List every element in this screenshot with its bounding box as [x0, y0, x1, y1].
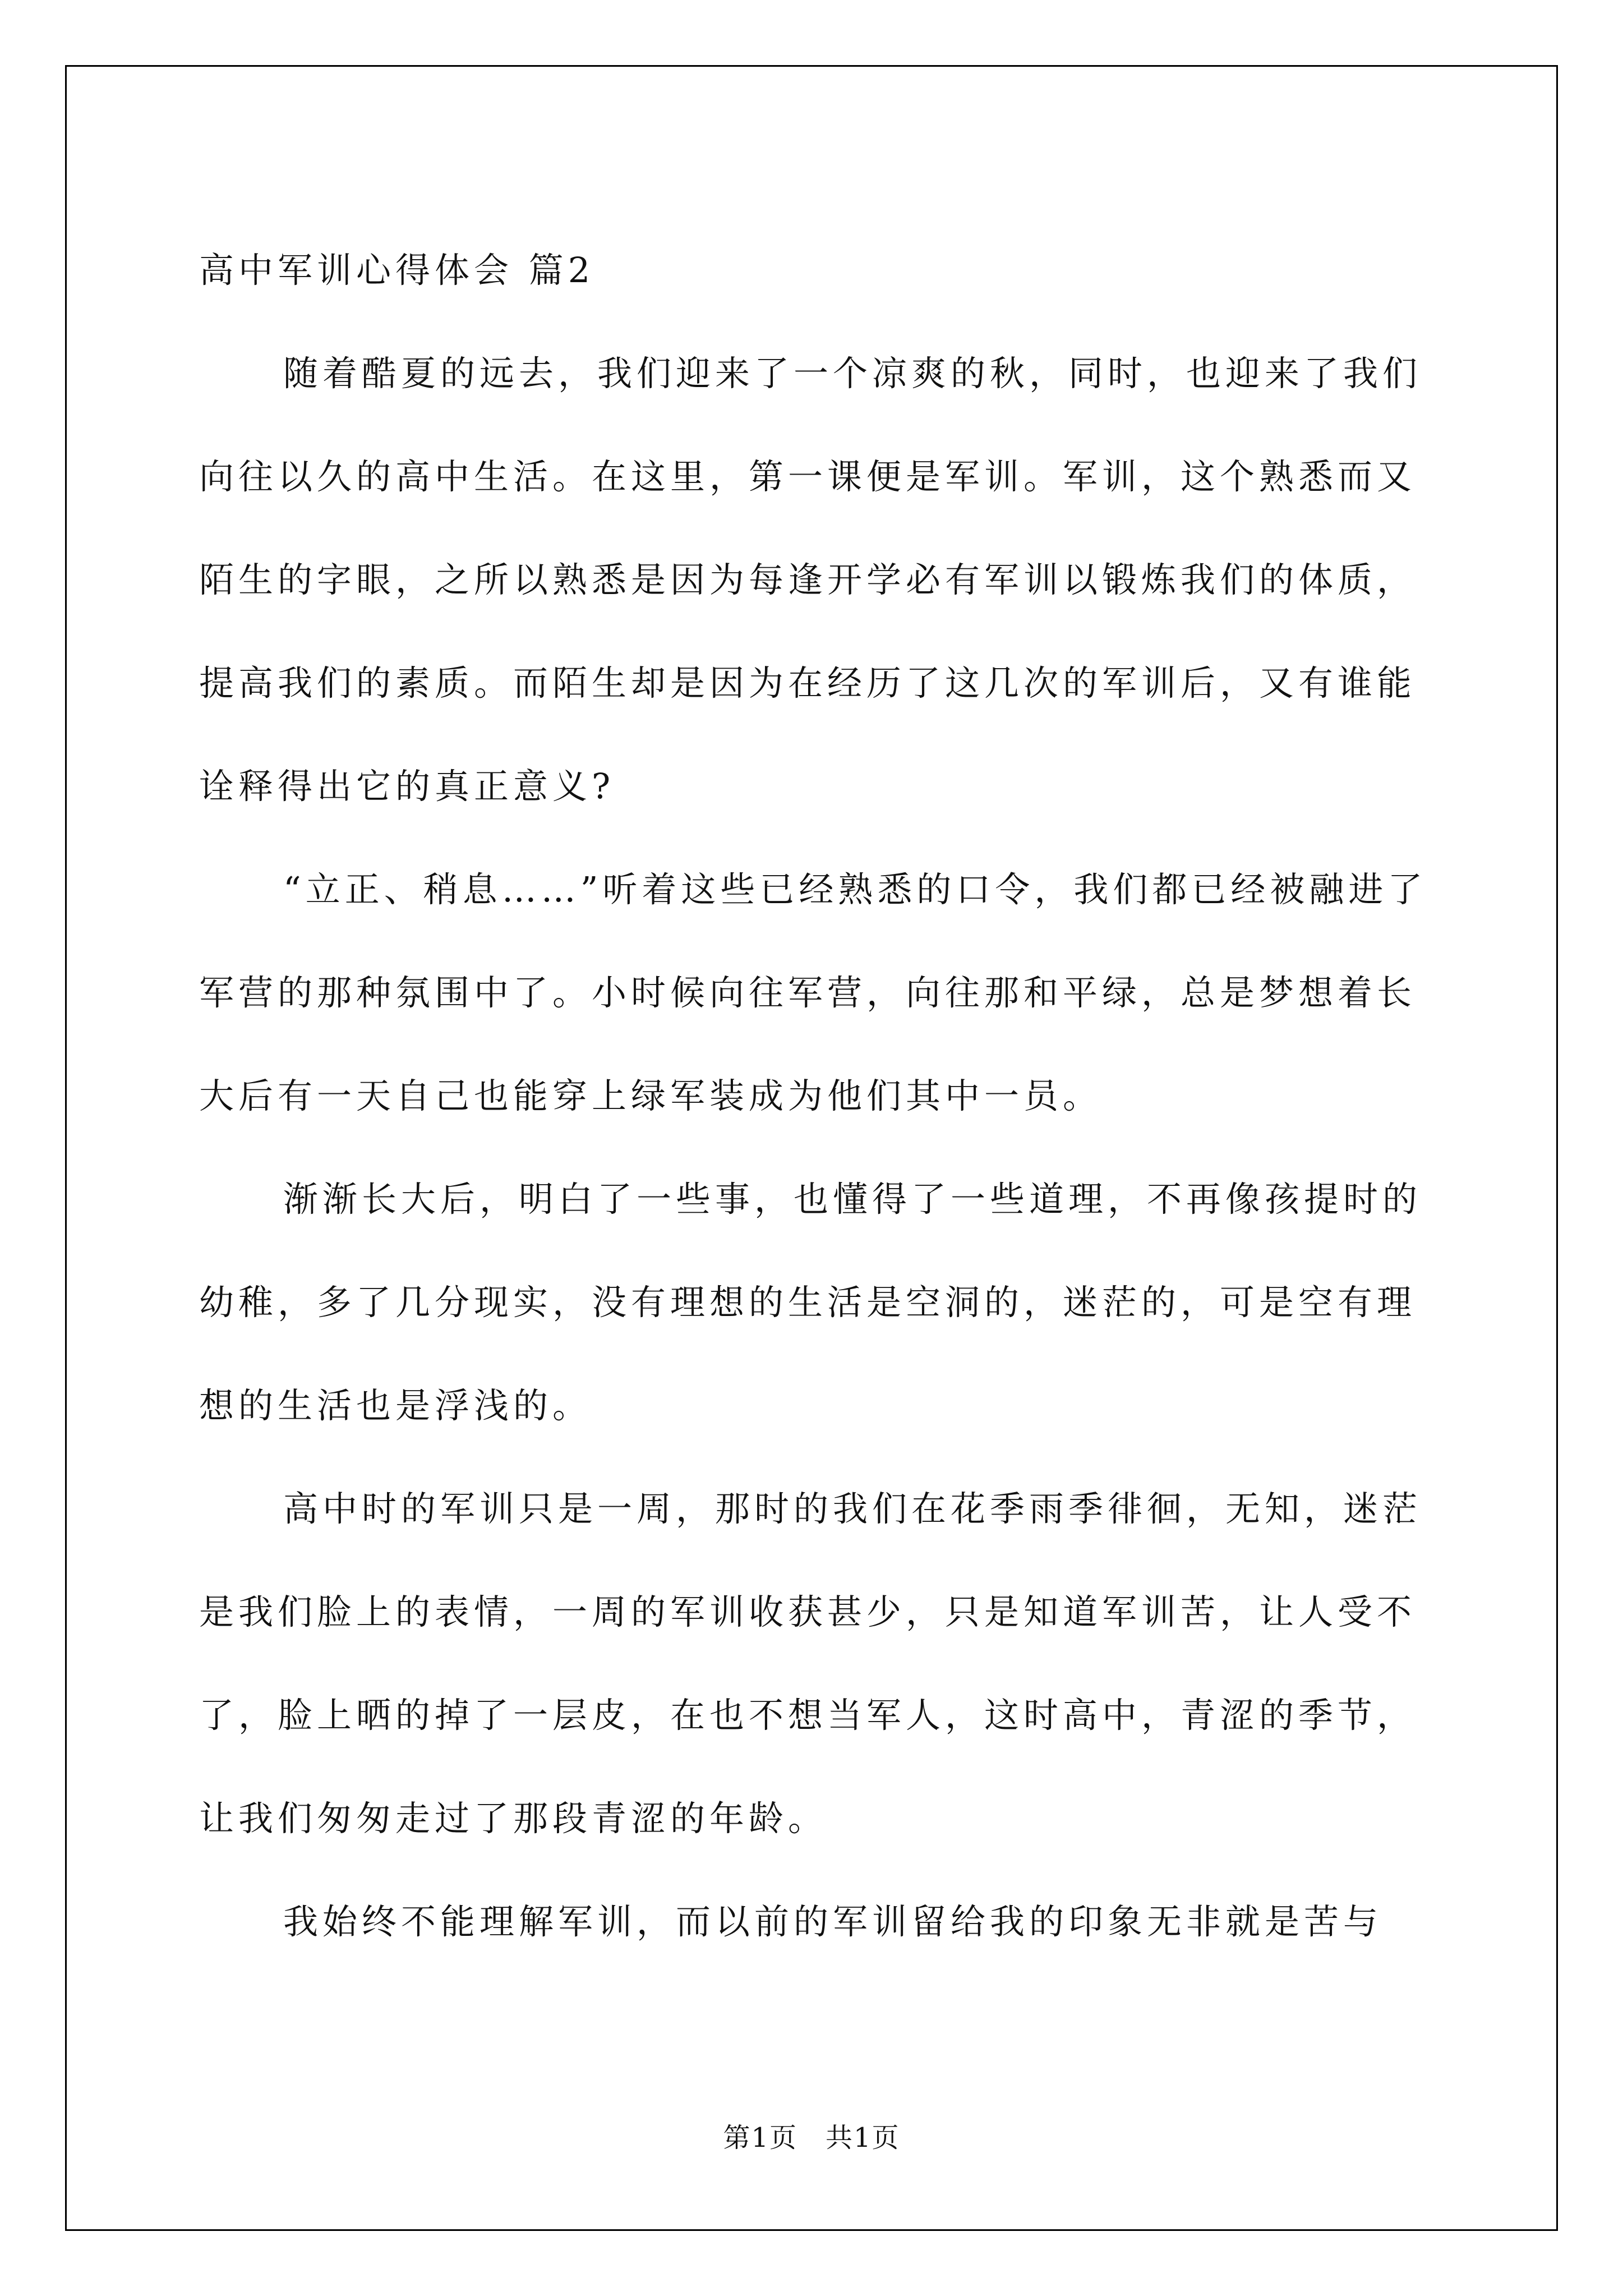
paragraph-4: 高中时的军训只是一周，那时的我们在花季雨季徘徊，无知，迷茫是我们脸上的表情，一周的军训收获甚少，只是知道军训苦，让人受不了，脸上晒的掉了一层皮，在也不想当军人，这时高中，青涩的季节，让我们匆匆走过了那段青涩的年龄。 [199, 1488, 1422, 1839]
paragraph-2: “立正、稍息……”听着这些已经熟悉的口令，我们都已经被融进了军营的那种氛围中了。小时候向往军营，向往那和平绿，总是梦想着长大后有一天自己也能穿上绿军装成为他们其中一员。 [199, 869, 1427, 1116]
paragraph-3: 渐渐长大后，明白了一些事，也懂得了一些道理，不再像孩提时的幼稚，多了几分现实，没有理想的生活是空洞的，迷茫的，可是空有理想的生活也是浮浅的。 [199, 1179, 1422, 1426]
document-body [199, 219, 1433, 1973]
document-title: 高中军训心得体会 篇2 [199, 250, 595, 291]
paragraph-5: 我始终不能理解军训，而以前的军训留给我的印象无非就是苦与 [283, 1901, 1383, 1942]
paragraph-1: 随着酷夏的远去，我们迎来了一个凉爽的秋，同时，也迎来了我们向往以久的高中生活。在这里，第一课便是军训。军训，这个熟悉而又陌生的字眼，之所以熟悉是因为每逢开学必有军训以锻炼我们的体质，提高我们的素质。而陌生却是因为在经历了这几次的军训后，又有谁能诠释得出它的真正意义? [199, 353, 1422, 807]
page-footer: 第1页 共1页 [723, 2122, 900, 2154]
